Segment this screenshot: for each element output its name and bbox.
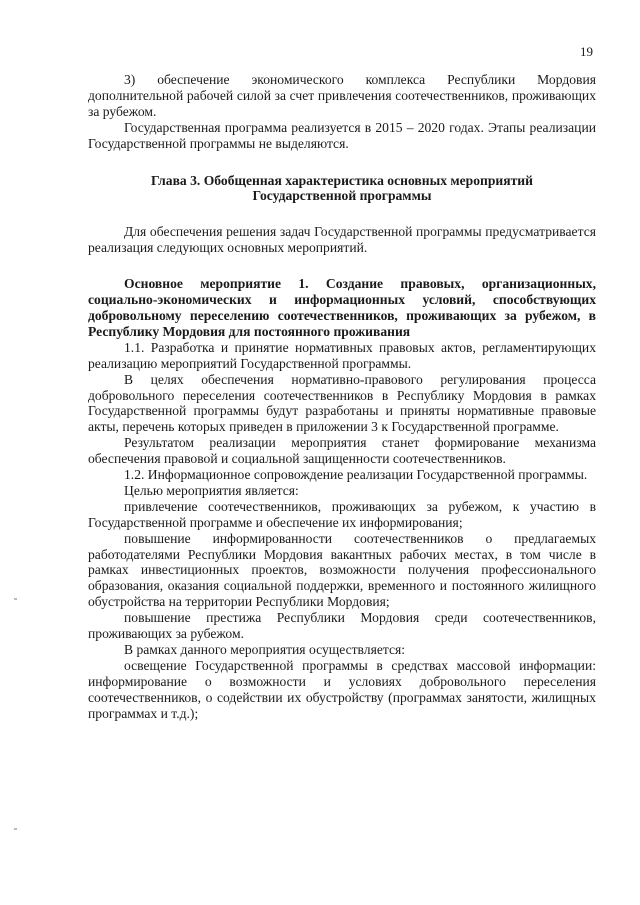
- paragraph: повышение информированности соотечественников о предлагаемых работодателями Республики Мордовия вакантных рабочих местах, в том числе в рамках инвестиционных проектов, возможности получения профессионального образования, оказания социальной поддержки, временного и постоянного жилищного обустройства на территории Республики Мордовия;: [88, 530, 596, 610]
- document-body: [88, 72, 596, 722]
- chapter-title-line-2: Государственной программы: [252, 188, 432, 204]
- scan-speck: [14, 828, 17, 830]
- paragraph: освещение Государственной программы в средствах массовой информации: информирование о возможности и условиях добровольного переселения соотечественников, о содействии их обустройству (программах занятости, жилищных программах и т.д.);: [88, 657, 596, 721]
- paragraph: В целях обеспечения нормативно-правового регулирования процесса добровольного переселения соотечественников в Республику Мордовия в рамках Государственной программы будут разработаны и приняты нормативные правовые акты, перечень которых приведен в приложении 3 к Государственной программе.: [88, 371, 596, 435]
- paragraph: привлечение соотечественников, проживающих за рубежом, к участию в Государственной программе и обеспечение их информирования;: [88, 498, 596, 530]
- paragraph: 3) обеспечение экономического комплекса Республики Мордовия дополнительной рабочей силой за счет привлечения соотечественников, проживающих за рубежом.: [88, 72, 596, 119]
- paragraph: Целью мероприятия является:: [124, 482, 299, 498]
- scan-speck: [14, 598, 17, 600]
- paragraph: Государственная программа реализуется в 2015 – 2020 годах. Этапы реализации Государственной программы не выделяются.: [88, 119, 596, 151]
- main-activity-heading: Основное мероприятие 1. Создание правовых, организационных, социально-экономических и информационных условий, способствующих добровольному переселению соотечественников, проживающих за рубежом, в Республику Мордовия для постоянного проживания: [88, 276, 596, 339]
- paragraph: В рамках данного мероприятия осуществляется:: [124, 642, 406, 657]
- paragraph: 1.2. Информационное сопровождение реализации Государственной программы.: [124, 467, 588, 483]
- chapter-title-line-1: Глава 3. Обобщенная характеристика основных мероприятий: [151, 172, 533, 188]
- paragraph: повышение престижа Республики Мордовия среди соотечественников, проживающих за рубежом.: [88, 610, 596, 642]
- page-number: 19: [580, 44, 593, 59]
- paragraph: 1.1. Разработка и принятие нормативных правовых актов, регламентирующих реализацию мероприятий Государственной программы.: [88, 339, 596, 371]
- paragraph: Для обеспечения решения задач Государственной программы предусматривается реализация следующих основных мероприятий.: [88, 224, 596, 256]
- paragraph: Результатом реализации мероприятия станет формирование механизма обеспечения правовой и социальной защищенности соотечественников.: [88, 435, 596, 467]
